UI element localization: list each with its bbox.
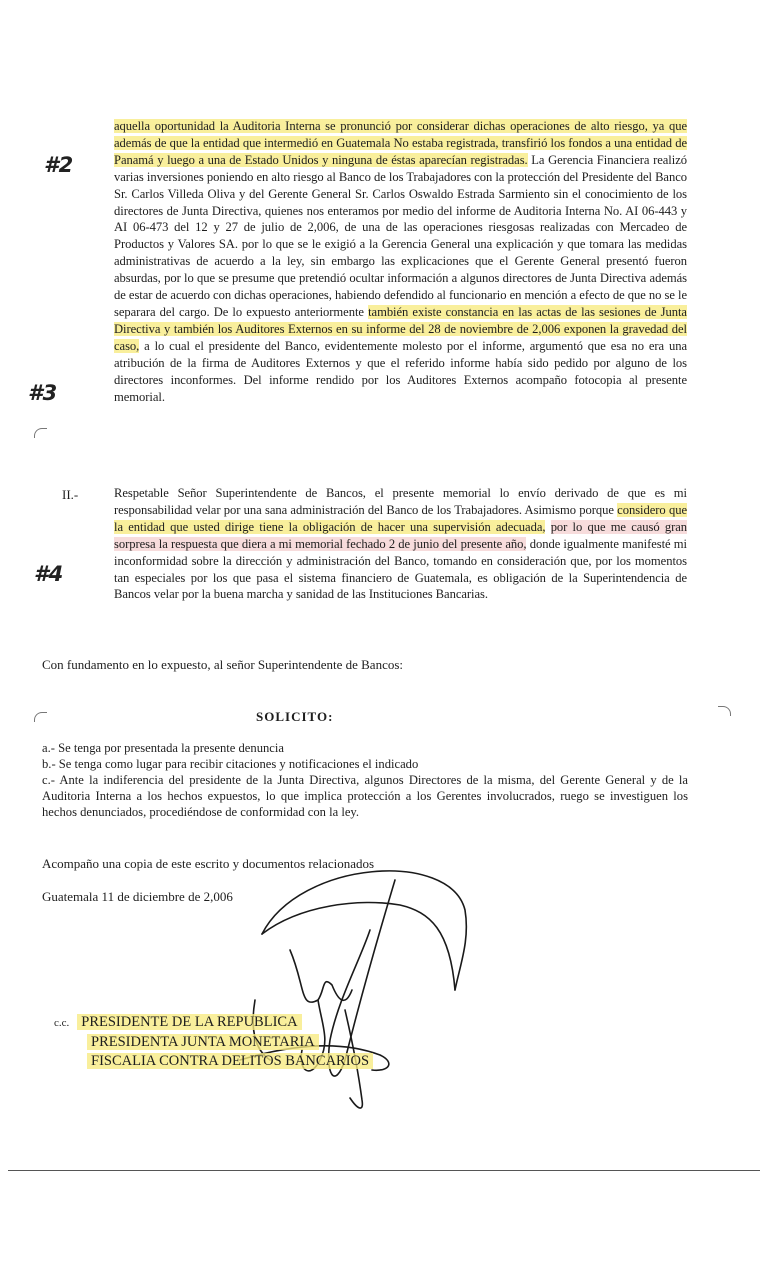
scan-mark xyxy=(34,712,47,722)
fundamento-line: Con fundamento en lo expuesto, al señor Superintendente de Bancos: xyxy=(42,657,404,672)
request-item: a.- Se tenga por presentada la presente denuncia xyxy=(42,741,284,755)
pink-highlighted-text: por lo que me causó gran sorpresa la respuesta que diera a mi memorial fechado 2 de junio del presente año, xyxy=(114,519,688,551)
margin-note-2: #2 xyxy=(44,153,74,177)
highlighted-text: considero que la entidad que usted dirige tiene la obligación de hacer una supervisión adecuada, xyxy=(114,502,687,534)
cc-row xyxy=(54,1013,373,1033)
paragraph-text: La Gerencia Financiera realizó varias inversiones poniendo en alto riesgo al Banco de los Trabajadores con la protección del Presidente del Banco Sr. Carlos Villeda Oliva y del Gerente General Sr. Carlos Oswaldo Estrada Sarmiento sin el conocimiento de los directores de Junta Directiva, quienes nos enteramos por medio del informe de Auditoria Interna No. AI 06-443 y AI 06-473 del 12 y 27 de julio de 2,006, de una de las operaciones riesgosas realizadas con Mercadeo de Productos y Valores SA. por lo que se le exigió a la Gerencia General una explicación y que tomara las medidas administrativas de acuerdo a la ley, sin embargo las explicaciones que el Gerente General presentó fueron absurdas, por lo que se presume que pretendió ocultar información a algunos directores de Junta Directiva además de estar de acuerdo con dichas operaciones, habiendo defendido al funcionario en mención a efecto de que no se le separara del cargo. xyxy=(114,152,687,319)
cc-block xyxy=(54,1013,373,1071)
request-item: b.- Se tenga como lugar para recibir citaciones y notificaciones el indicado xyxy=(42,757,419,771)
cc-recipient: PRESIDENTA JUNTA MONETARIA xyxy=(87,1034,319,1050)
highlighted-text: aquella oportunidad la Auditoria Interna se pronunció por considerar dichas operaciones de alto riesgo, ya que además de que la entidad que intermedió en Guatemala No estaba registrada, transfirió los fondos a una entidad de Panamá y luego a una de Estado Unidos y ninguna de éstas aparecían registradas. xyxy=(114,119,687,167)
paragraph-text: a lo cual el presidente del Banco, evidentemente molesto por el informe, argumentó que esa no era una atribución de la firma de Auditores Externos y que el referido informe había sido pedido por alguno de los directores inconformes. Del informe rendido por los Auditores Externos acompaño fotocopia al presente memorial. xyxy=(114,338,688,404)
paragraph-text: Respetable Señor Superintendente de Bancos, el presente memorial lo envío derivado de que es mi responsabilidad velar por una sana administración del Banco de los Trabajadores. Asimismo porque xyxy=(114,486,687,517)
request-item: c.- Ante la indiferencia del presidente de la Junta Directiva, algunos Directores de la misma, del Gerente General y de la Auditoria Interna a los hechos expuestos, lo que implica protección a los Gerentes involucrados, ruego se investiguen los hechos denunciados, procediéndose de conformidad con la ley. xyxy=(42,773,688,819)
solicito-title: SOLICITO: xyxy=(256,709,334,724)
margin-note-3: #3 xyxy=(28,381,58,405)
scan-mark xyxy=(34,428,47,438)
cc-recipient: FISCALIA CONTRA DELITOS BANCARIOS xyxy=(87,1053,373,1069)
margin-note-4: #4 xyxy=(34,562,64,586)
highlighted-text: también existe constancia en las actas de las sesiones de Junta Directiva y también los Auditores Externos en su informe del 28 de noviembre de 2,006 exponen la gravedad del caso, xyxy=(114,304,687,353)
cc-recipient: PRESIDENTE DE LA REPUBLICA xyxy=(77,1014,301,1030)
cc-row xyxy=(54,1052,373,1071)
paragraph-text: De lo expuesto anteriormente xyxy=(213,304,364,319)
paragraph-text: donde igualmente manifesté mi inconformidad sobre la dirección y administración del Banco, tomando en consideración que, por los momentos tan especiales por los que pasa el sistema financiero de Guatemala, es obligación de la Superintendencia de Bancos velar por la buena marcha y sanidad de las Instituciones Bancarias. xyxy=(114,536,687,602)
cc-prefix: c.c. xyxy=(54,1017,70,1029)
attachments-line: Acompaño una copia de este escrito y documentos relacionados xyxy=(42,856,375,871)
cc-row xyxy=(54,1033,373,1052)
place-date: Guatemala 11 de diciembre de 2,006 xyxy=(42,889,233,904)
section-number: II.- xyxy=(62,487,79,502)
page-bottom-rule xyxy=(8,1170,760,1171)
